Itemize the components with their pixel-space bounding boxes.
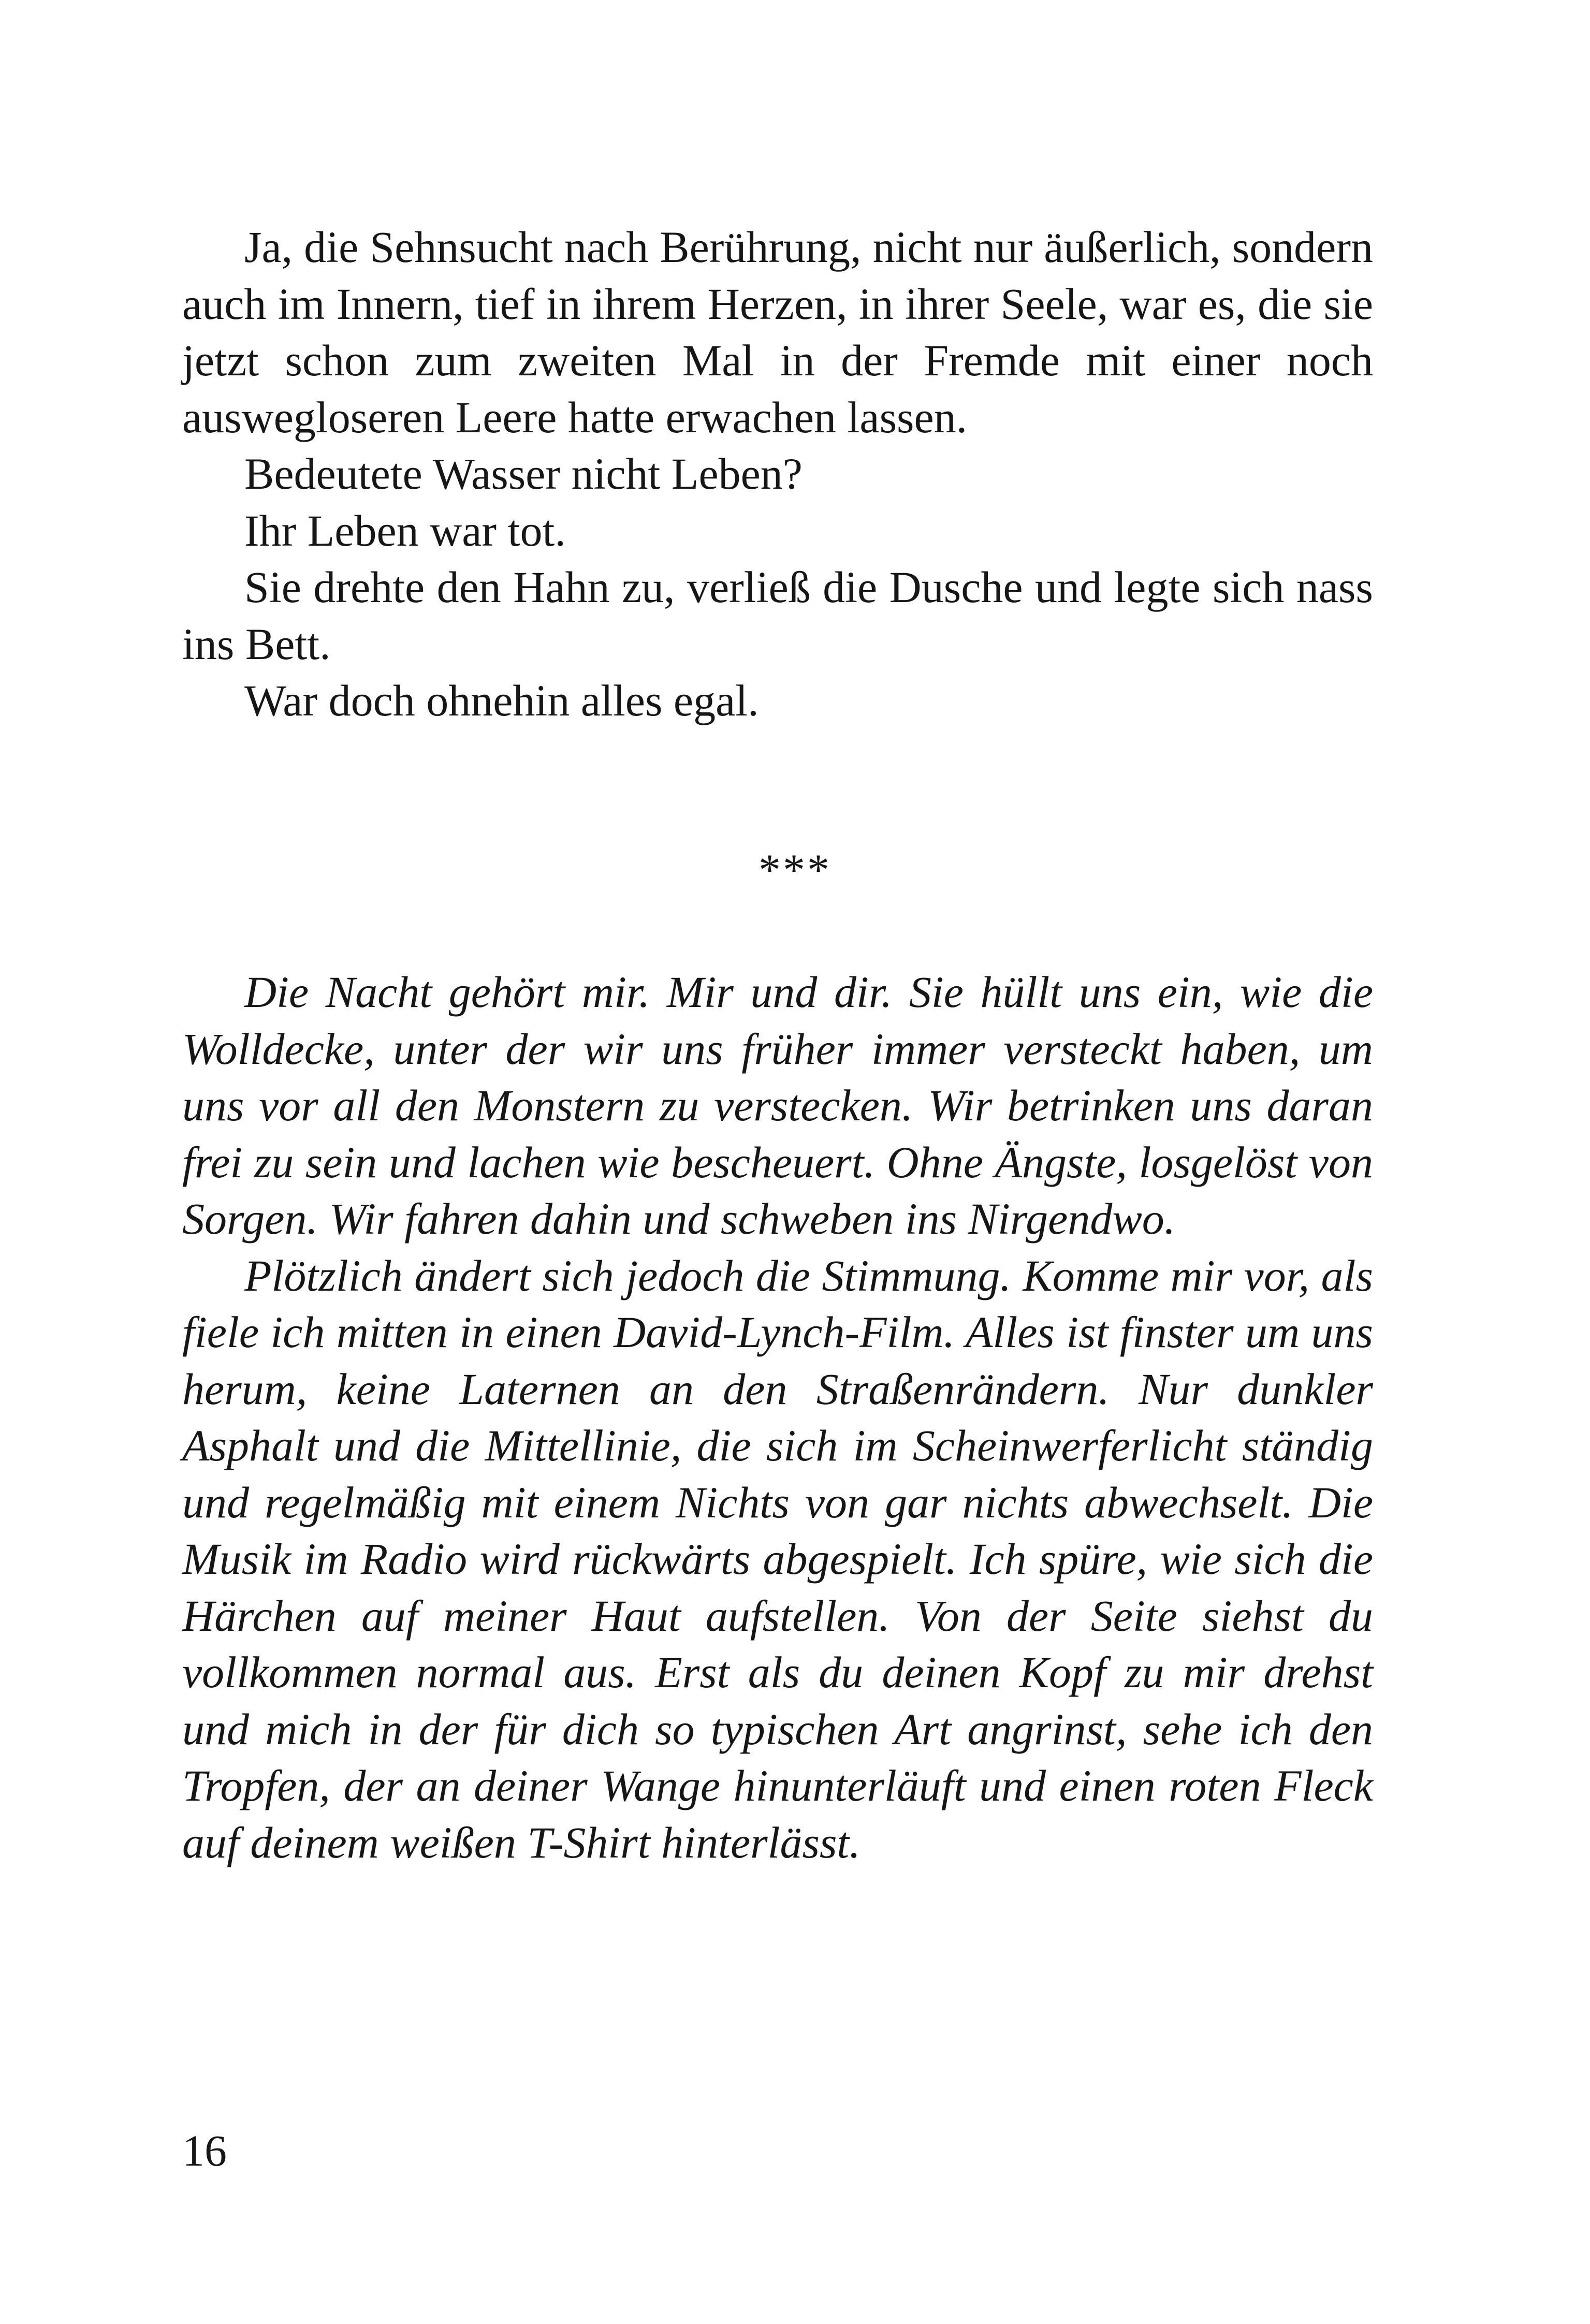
page-number: 16 (182, 2126, 227, 2175)
section-separator: *** (758, 845, 832, 895)
paragraph: Plötzlich ändert sich jedoch die Stimmung. Komme mir vor, als fiele ich mitten in einen David-Lynch-Film. Alles ist finster um uns herum, keine Laternen an den Straßenrändern. Nur dunkler Asphalt und die Mittellinie, die sich im Scheinwerferlicht ständig und regelmäßig mit einem Nichts von gar nichts abwechselt. Die Musik im Radio wird rückwärts abgespielt. Ich spüre, wie sich die Härchen auf meiner Haut aufstellen. Von der Seite siehst du vollkommen normal aus. Erst als du deinen Kopf zu mir drehst und mich in der für dich so typischen Art angrinst, sehe ich den Tropfen, der an deiner Wange hinunterläuft und einen roten Fleck auf deinem weißen T-Shirt hinterlässt. (182, 1250, 1373, 1867)
paragraph: Ja, die Sehnsucht nach Berührung, nicht nur äußerlich, sondern auch im Innern, tief in ihrem Herzen, in ihrer Seele, war es, die sie jetzt schon zum zweiten Mal in der Fremde mit einer noch auswegloseren Leere hatte erwachen lassen. (182, 222, 1373, 442)
paragraph: Die Nacht gehört mir. Mir und dir. Sie hüllt uns ein, wie die Wolldecke, unter der wir uns früher immer versteckt haben, um uns vor all den Monstern zu verstecken. Wir betrinken uns daran frei zu sein und lachen wie bescheuert. Ohne Ängste, losgelöst von Sorgen. Wir fahren dahin und schweben ins Nirgendwo. (182, 967, 1373, 1244)
paragraph: Bedeutete Wasser nicht Leben? (244, 449, 803, 499)
paragraph: War doch ohnehin alles egal. (244, 676, 759, 725)
upright-text-section (182, 219, 1373, 729)
paragraph: Ihr Leben war tot. (244, 505, 566, 556)
italic-text-section (182, 964, 1373, 1871)
paragraph: Sie drehte den Hahn zu, verließ die Dusche und legte sich nass ins Bett. (182, 562, 1373, 669)
